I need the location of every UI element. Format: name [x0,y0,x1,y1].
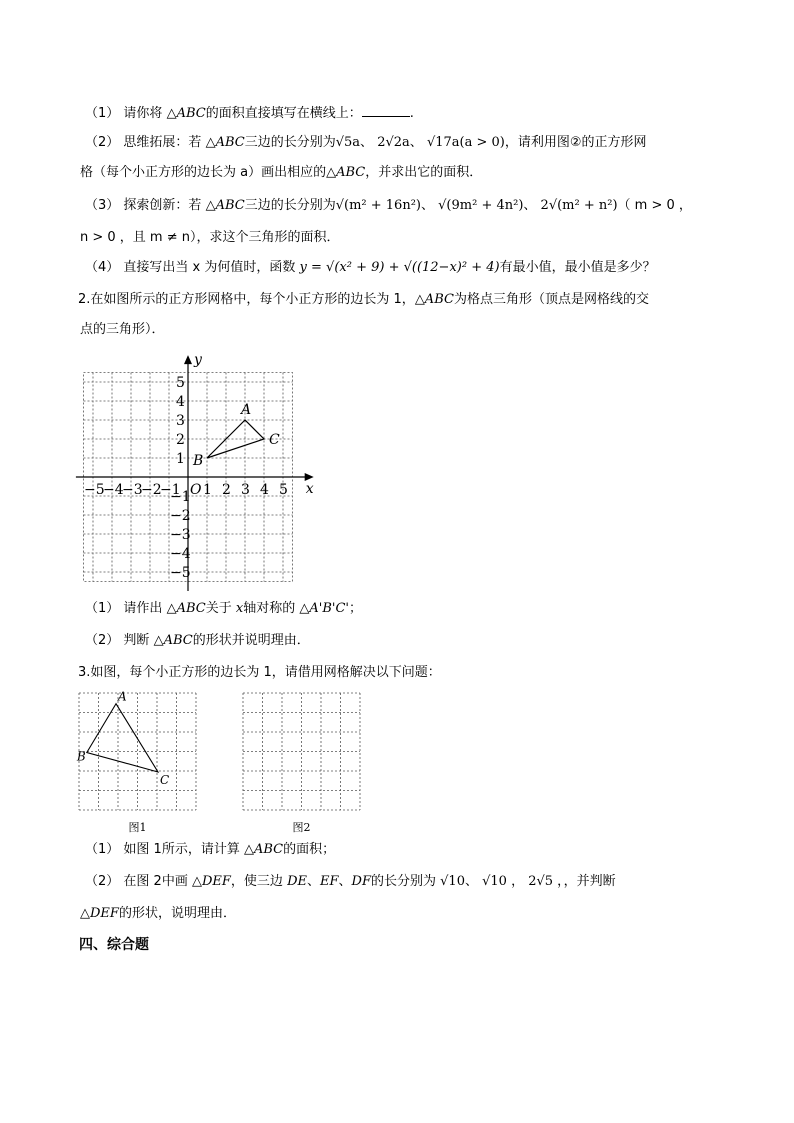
x-axis-label: x [305,481,314,497]
figure-2-grid [243,693,368,838]
x-tick-label: −4 [103,482,124,498]
y-tick-label: 2 [176,432,185,448]
q1-part3-line2: n > 0 ，且 m ≠ n），求这个三角形的面积． [80,230,340,245]
y-axis-label: y [194,352,202,369]
y-tick-label: 5 [176,375,185,391]
q1-part4: （4） 直接写出当 x 为何值时，函数 y = √(x² + 9) + √((12−x)² + 4)有最小值，最小值是多少？ [85,260,656,275]
vertex-label-a: A [118,689,127,704]
q2-part1: （1） 请作出 △ABC关于 x轴对称的 △A'B'C'； [85,601,362,616]
q1-part2-line1: （2） 思维拓展：若 △ABC三边的长分别为√5a、 2√2a、 √17a(a > 0)，请利用图②的正方形网 [85,135,647,150]
q1-part1: （1） 请你将 △ABC的面积直接填写在横线上： . [85,106,414,121]
section-heading: 四、综合题 [79,937,149,953]
q2-stem-line1: 2.在如图所示的正方形网格中，每个小正方形的边长为 1，△ABC为格点三角形（顶点是网格线的交 [78,292,649,307]
x-tick-label: 4 [260,482,269,498]
q1-part3-line1: （3） 探索创新：若 △ABC三边的长分别为√(m² + 16n²)、 √(9m² + 4n²)、 2√(m² + n²)（ m > 0 ， [85,198,692,213]
figure-1-caption: 图1 [128,821,147,834]
q2-stem-line2: 点的三角形）． [80,322,165,337]
x-tick-label: 5 [279,482,288,498]
figure-2-caption: 图2 [292,821,311,834]
triangle-abc [87,704,158,772]
y-tick-label: 4 [176,394,185,410]
x-axis-arrow [305,473,314,481]
vertex-label-c: C [159,772,170,787]
answer-blank[interactable] [362,104,410,117]
x-tick-label: −2 [141,482,162,498]
y-tick-label: −5 [170,565,191,581]
x-tick-label: 2 [222,482,231,498]
y-tick-label: −1 [170,489,191,505]
y-tick-label: −4 [170,546,191,562]
q3-part1: （1） 如图 1所示，请计算 △ABC的面积； [85,842,336,857]
vertex-label-b: B [193,453,204,469]
y-tick-label: 1 [176,451,185,467]
q3-part2-line1: （2） 在图 2中画 △DEF，使三边 DE、EF、DF的长分别为 √10、 √10 ， 2√5 ，，并判断 [85,874,616,889]
y-tick-label: 3 [176,413,185,429]
q1-part2-line2: 格（每个小正方形的边长为 a）画出相应的△ABC，并求出它的面积． [80,165,483,180]
origin-label: O [190,482,202,498]
y-axis-arrow [184,355,192,364]
q3-part2-line2: △DEF的形状，说明理由． [80,906,236,921]
vertex-label-b: B [76,749,86,764]
x-tick-label: −3 [122,482,143,498]
x-tick-label: 3 [241,482,250,498]
q3-stem: 3.如图，每个小正方形的边长为 1，请借用网格解决以下问题： [78,665,441,680]
coordinate-grid-figure [75,350,315,595]
y-tick-label: −3 [170,527,191,543]
x-tick-label: −1 [160,482,181,498]
x-tick-label: 1 [203,482,212,498]
vertex-label-c: C [269,432,280,448]
q2-part2: （2） 判断 △ABC的形状并说明理由． [85,633,310,648]
vertex-label-a: A [241,402,252,418]
x-tick-label: −5 [84,482,105,498]
y-tick-label: −2 [170,508,191,524]
figure-1-grid [76,689,204,838]
